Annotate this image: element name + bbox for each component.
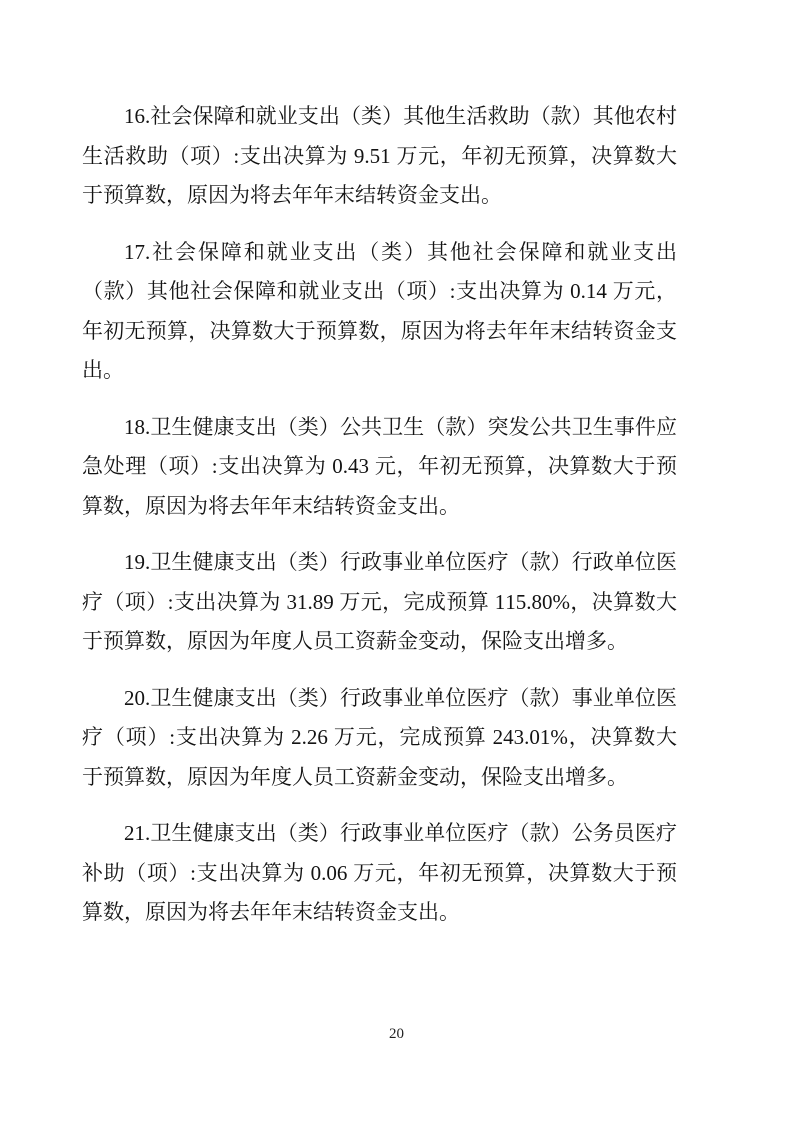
- paragraph-item-17: 17.社会保障和就业支出（类）其他社会保障和就业支出（款）其他社会保障和就业支出（项）:支出决算为 0.14 万元，年初无预算，决算数大于预算数，原因为将去年年末结转资金支出。: [82, 239, 677, 382]
- paragraph-item-16: 16.社会保障和就业支出（类）其他生活救助（款）其他农村生活救助（项）:支出决算为 9.51 万元，年初无预算，决算数大于预算数，原因为将去年年末结转资金支出。: [82, 104, 677, 207]
- paragraph-item-21: 21.卫生健康支出（类）行政事业单位医疗（款）公务员医疗补助（项）:支出决算为 0.06 万元，年初无预算，决算数大于预算数，原因为将去年年末结转资金支出。: [82, 821, 677, 924]
- document-body: [82, 97, 677, 933]
- paragraph-item-19: 19.卫生健康支出（类）行政事业单位医疗（款）行政单位医疗（项）:支出决算为 31.89 万元，完成预算 115.80%，决算数大于预算数，原因为年度人员工资薪金变动，保险支出增多。: [82, 550, 677, 653]
- paragraph-item-18: 18.卫生健康支出（类）公共卫生（款）突发公共卫生事件应急处理（项）:支出决算为 0.43 元，年初无预算，决算数大于预算数，原因为将去年年末结转资金支出。: [82, 414, 677, 518]
- page-number: 20: [389, 1026, 404, 1042]
- paragraph-item-20: 20.卫生健康支出（类）行政事业单位医疗（款）事业单位医疗（项）:支出决算为 2.26 万元，完成预算 243.01%，决算数大于预算数，原因为年度人员工资薪金变动，保险支出增多。: [82, 685, 677, 789]
